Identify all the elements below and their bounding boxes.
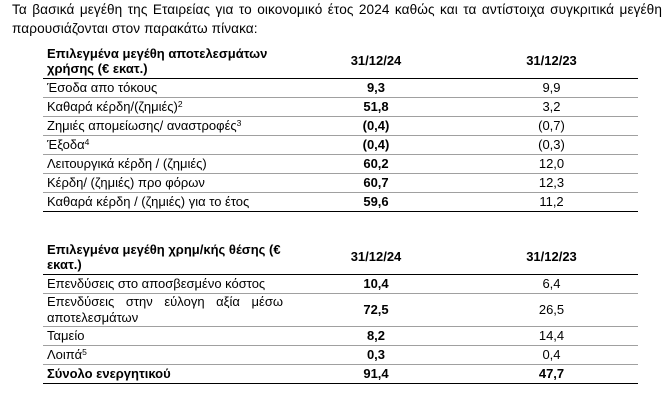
table-row <box>43 327 638 346</box>
footnote-marker: 4 <box>84 137 90 147</box>
position-table-header <box>43 240 638 275</box>
table-row <box>43 98 638 117</box>
row-label: Σύνολο ενεργητικού <box>43 365 287 384</box>
table-row <box>43 79 638 98</box>
table-row <box>43 174 638 193</box>
results-header-col-2023: 31/12/23 <box>465 44 638 79</box>
row-label: Επενδύσεις στο αποσβεσμένο κόστος <box>43 275 287 294</box>
value-2024: 60,2 <box>287 155 465 174</box>
value-2024: 91,4 <box>287 365 465 384</box>
position-header-label: Επιλεγμένα μεγέθη χρημ/κής θέσης (€ εκατ.) <box>43 240 287 275</box>
row-label: Κέρδη/ (ζημιές) προ φόρων <box>43 174 287 193</box>
footnote-marker: 5 <box>82 347 87 357</box>
value-2023: 9,9 <box>465 79 638 98</box>
value-2023: 47,7 <box>465 365 638 384</box>
value-2023: 3,2 <box>465 98 638 117</box>
value-2024: 0,3 <box>287 346 465 365</box>
financial-position-table <box>43 240 638 384</box>
position-header-col-2023: 31/12/23 <box>465 240 638 275</box>
table-row-total <box>43 365 638 384</box>
table-row <box>43 294 638 327</box>
value-2023: 12,0 <box>465 155 638 174</box>
value-2024: (0,4) <box>287 136 465 155</box>
value-2023: 12,3 <box>465 174 638 193</box>
table-row <box>43 275 638 294</box>
footnote-marker: 2 <box>177 99 183 109</box>
value-2024: 51,8 <box>287 98 465 117</box>
intro-paragraph: Τα βασικά μεγέθη της Εταιρείας για το οικονομικό έτος 2024 καθώς και τα αντίστοιχα συγκριτικά μεγέθη παρουσιάζονται στον παρακάτω πίνακα: <box>12 2 662 36</box>
results-table <box>43 44 638 212</box>
value-2024: 60,7 <box>287 174 465 193</box>
row-label: Επενδύσεις στην εύλογη αξία μέσω αποτελεσμάτων <box>43 294 287 327</box>
table-row <box>43 346 638 365</box>
results-header-label: Επιλεγμένα μεγέθη αποτελεσμάτων χρήσης (€ εκατ.) <box>43 44 287 79</box>
footnote-marker: 3 <box>236 118 242 128</box>
table-row <box>43 155 638 174</box>
value-2023: (0,3) <box>465 136 638 155</box>
value-2023: 6,4 <box>465 275 638 294</box>
position-header-col-2024: 31/12/24 <box>287 240 465 275</box>
table-row <box>43 136 638 155</box>
results-header-col-2024: 31/12/24 <box>287 44 465 79</box>
value-2024: 8,2 <box>287 327 465 346</box>
row-label: Έσοδα απο τόκους <box>43 79 287 98</box>
row-label: Έξοδα$^4$ <box>43 136 287 155</box>
row-label: Ζημιές απομείωσης/ αναστροφές$^3$ <box>43 117 287 136</box>
value-2024: 59,6 <box>287 193 465 212</box>
table-row <box>43 117 638 136</box>
row-label: Λοιπά$^5$ <box>43 346 287 365</box>
value-2023: (0,7) <box>465 117 638 136</box>
value-2023: 0,4 <box>465 346 638 365</box>
value-2023: 14,4 <box>465 327 638 346</box>
value-2023: 26,5 <box>465 294 638 327</box>
row-label: Ταμείο <box>43 327 287 346</box>
table-row <box>43 193 638 212</box>
row-label: Καθαρά κέρδη / (ζημιές) για το έτος <box>43 193 287 212</box>
value-2024: 72,5 <box>287 294 465 327</box>
row-label: Καθαρά κέρδη/$(\zeta\eta\mu\iota έ\varsigma)^2$ <box>43 98 287 117</box>
value-2024: 9,3 <box>287 79 465 98</box>
row-label: Λειτουργικά κέρδη / (ζημιές) <box>43 155 287 174</box>
value-2023: 11,2 <box>465 193 638 212</box>
results-table-header <box>43 44 638 79</box>
value-2024: (0,4) <box>287 117 465 136</box>
value-2024: 10,4 <box>287 275 465 294</box>
